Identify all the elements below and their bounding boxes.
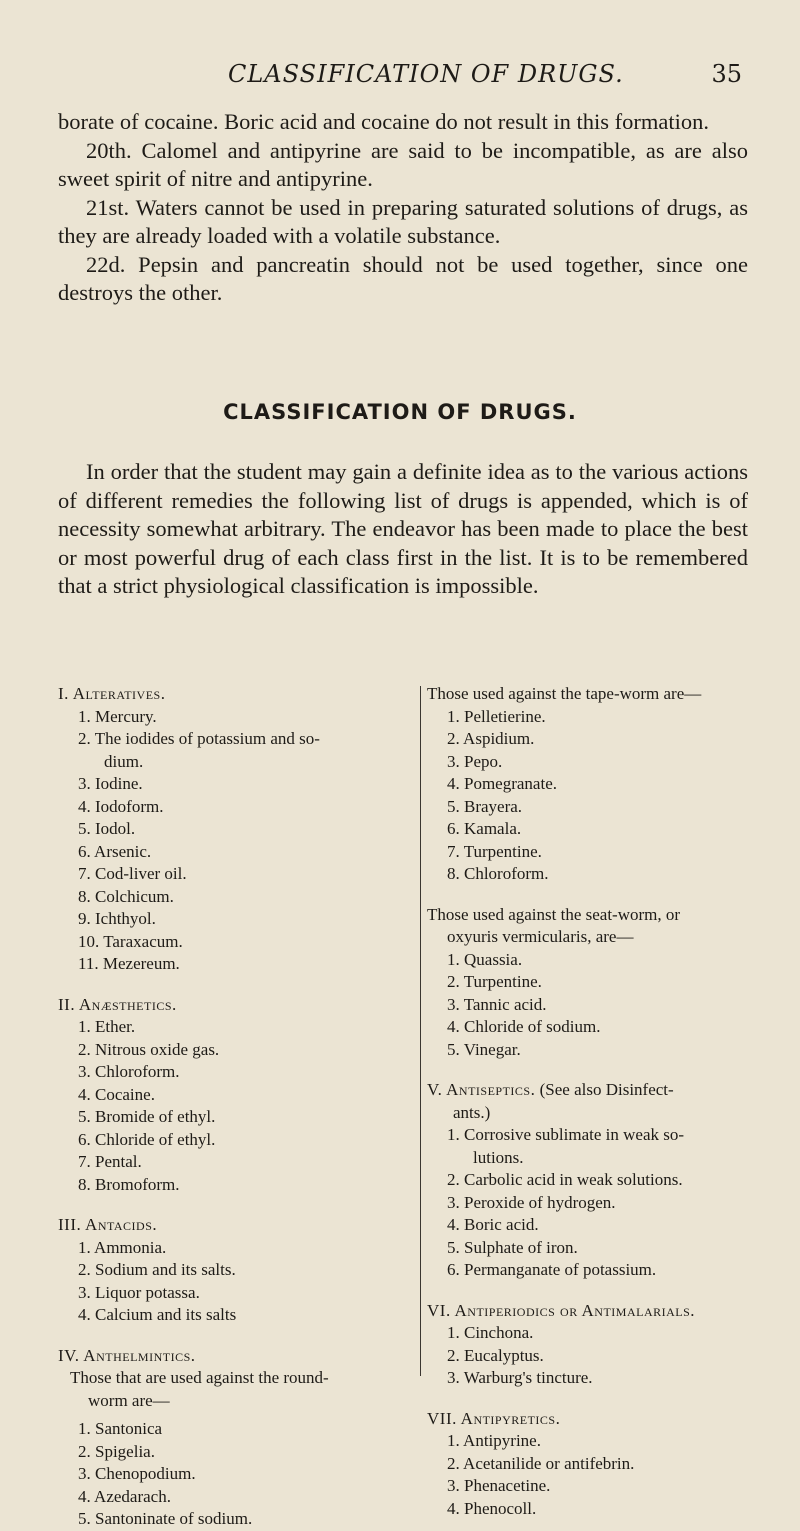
list-item: 2. Nitrous oxide gas. — [78, 1039, 220, 1059]
class-heading-anthelmintics: IV. Anthelmintics. — [58, 1345, 196, 1365]
paragraph-22d: 22d. Pepsin and pancreatin should not be used together, since one destroys the other. — [58, 251, 748, 305]
paragraph-borate: borate of cocaine. Boric acid and cocaine do not result in this formation. — [58, 109, 710, 134]
list-item: 4. Boric acid. — [447, 1215, 539, 1234]
list-item: 3. Warburg's tincture. — [447, 1368, 593, 1387]
class-heading-antiperiodics: VI. Antiperiodics or Antimalarials. — [427, 1300, 696, 1320]
antiseptics-note-cont: ants.) — [453, 1102, 491, 1122]
seat-worm-intro-cont: oxyuris vermicularis, are— — [447, 927, 634, 946]
paragraph-21st: 21st. Waters cannot be used in preparing saturated solutions of drugs, as they are already loaded with a volatile substance. — [58, 194, 748, 248]
list-item: 2. Acetanilide or antifebrin. — [447, 1453, 635, 1473]
antiseptics-note: (See also Disinfect- — [539, 1080, 674, 1099]
intro-text — [58, 458, 748, 601]
class-heading-alteratives: I. Alteratives. — [58, 684, 166, 703]
seat-worm-intro: Those used against the seat-worm, or — [427, 904, 681, 924]
list-item: 3. Peroxide of hydrogen. — [447, 1192, 616, 1212]
list-item: 5. Bromide of ethyl. — [78, 1107, 216, 1126]
list-item: 5. Brayera. — [447, 796, 523, 816]
class-heading-antiseptics — [427, 1079, 767, 1102]
list-item: 3. Chenopodium. — [78, 1464, 196, 1483]
list-item: 2. The iodides of potassium and so- — [78, 729, 320, 748]
list-item: 6. Chloride of ethyl. — [78, 1129, 216, 1149]
list-item: 6. Permanganate of potassium. — [447, 1260, 657, 1279]
running-head — [58, 60, 742, 90]
tape-worm-intro: Those used against the tape-worm are— — [427, 684, 702, 703]
list-item: 8. Bromoform. — [78, 1174, 180, 1194]
list-item: 5. Vinegar. — [447, 1039, 521, 1059]
paragraph-20th: 20th. Calomel and antipyrine are said to be incompatible, as are also sweet spirit of nitre and antipyrine. — [58, 137, 748, 191]
list-item: 2. Turpentine. — [447, 972, 542, 991]
class-heading-anaesthetics: II. Anæsthetics. — [58, 994, 177, 1014]
intro-paragraph: In order that the student may gain a definite idea as to the various actions of different remedies the following list of drugs is appended, which is of necessity somewhat arbitrary. The endeavor has been made to place the best or most powerful drug of each class first in the list. It is to be remembered that a strict physiological classification is impossible. — [58, 459, 748, 598]
list-item: 11. Mezereum. — [78, 954, 180, 973]
list-item: 3. Liquor potassa. — [78, 1282, 200, 1302]
list-item: 7. Cod-liver oil. — [78, 864, 187, 883]
list-item: 3. Pepo. — [447, 751, 503, 771]
list-item: 4. Phenocoll. — [447, 1498, 537, 1518]
list-item: 4. Cocaine. — [78, 1084, 155, 1104]
round-worm-intro-cont: worm are— — [88, 1390, 170, 1410]
section-title: CLASSIFICATION OF DRUGS. — [223, 400, 577, 424]
list-item: 1. Ether. — [78, 1017, 136, 1036]
class-heading-antacids: III. Antacids. — [58, 1215, 158, 1234]
list-item: 9. Ichthyol. — [78, 909, 156, 928]
list-item: 4. Chloride of sodium. — [447, 1017, 601, 1036]
column-divider — [420, 686, 421, 1376]
list-item: 10. Taraxacum. — [78, 931, 183, 951]
list-item: 1. Mercury. — [78, 706, 157, 726]
list-item: 1. Ammonia. — [78, 1237, 167, 1257]
list-item: 1. Cinchona. — [447, 1323, 534, 1342]
list-item: 4. Calcium and its salts — [78, 1305, 237, 1324]
list-item: 4. Iodoform. — [78, 796, 164, 816]
list-item: 7. Turpentine. — [447, 841, 542, 861]
list-item: 5. Iodol. — [78, 819, 136, 838]
right-column — [427, 683, 767, 1520]
round-worm-intro: Those that are used against the round- — [70, 1368, 329, 1387]
list-item: 1. Pelletierine. — [447, 706, 546, 726]
list-item-continuation: dium. — [104, 751, 144, 771]
list-item: 5. Santoninate of sodium. — [78, 1509, 253, 1528]
list-item: 1. Antipyrine. — [447, 1431, 541, 1450]
continued-text — [58, 108, 748, 308]
list-item: 4. Azedarach. — [78, 1486, 171, 1506]
list-item: 6. Kamala. — [447, 819, 522, 838]
list-item: 1. Quassia. — [447, 949, 523, 969]
list-item: 1. Corrosive sublimate in weak so- — [447, 1125, 685, 1144]
list-item: 2. Aspidium. — [447, 729, 535, 748]
list-item: 3. Chloroform. — [78, 1062, 180, 1081]
antiseptics-heading: V. Antiseptics. — [427, 1080, 536, 1099]
list-item: 8. Colchicum. — [78, 886, 174, 906]
class-heading-antipyretics: VII. Antipyretics. — [427, 1408, 561, 1428]
list-item: 5. Sulphate of iron. — [447, 1237, 578, 1257]
list-item: 2. Sodium and its salts. — [78, 1260, 236, 1279]
list-item: 3. Iodine. — [78, 774, 143, 793]
list-item-continuation: lutions. — [473, 1147, 524, 1167]
list-item: 3. Phenacetine. — [447, 1476, 551, 1495]
list-item: 4. Pomegranate. — [447, 774, 557, 793]
list-item: 1. Santonica — [78, 1419, 163, 1438]
left-column — [58, 683, 408, 1531]
list-item: 7. Pental. — [78, 1152, 142, 1171]
list-item: 2. Eucalyptus. — [447, 1345, 544, 1365]
page-number: 35 — [711, 60, 742, 88]
list-item: 6. Arsenic. — [78, 841, 152, 861]
running-head-title: CLASSIFICATION OF DRUGS. — [228, 60, 624, 88]
list-item: 2. Carbolic acid in weak solutions. — [447, 1170, 683, 1189]
list-item: 2. Spigelia. — [78, 1441, 155, 1461]
list-item: 3. Tannic acid. — [447, 994, 547, 1014]
list-item: 8. Chloroform. — [447, 864, 549, 883]
